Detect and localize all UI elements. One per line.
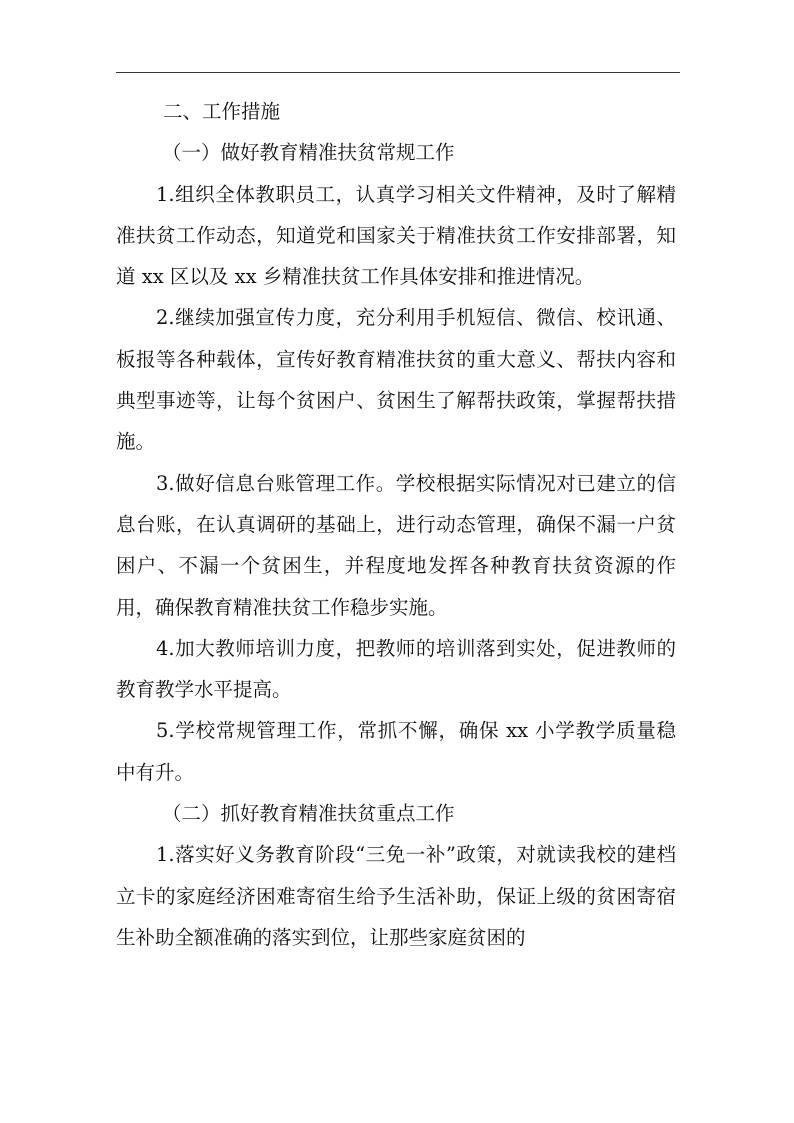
document-body [116,91,676,958]
paragraph-1-3: 3.做好信息台账管理工作。学校根据实际情况对已建立的信息台账，在认真调研的基础上，进行动态管理，确保不漏一户贫困户、不漏一个贫困生，并程度地发挥各种教育扶贫资源的作用，确保教育精准扶贫工作稳步实施。 [116,471,676,619]
paragraph-1-1: 1.组织全体教职员工，认真学习相关文件精神，及时了解精准扶贫工作动态，知道党和国家关于精准扶贫工作安排部署，知道 xx 区以及 xx 乡精准扶贫工作具体安排和推进情况。 [116,182,676,289]
paragraph-2-1: 1.落实好义务教育阶段“三免一补”政策，对就读我校的建档立卡的家庭经济困难寄宿生给予生活补助，保证上级的贫困寄宿生补助全额准确的落实到位，让那些家庭贫困的 [116,843,676,949]
paragraph-1-5: 5.学校常规管理工作，常抓不懈，确保 xx 小学教学质量稳中有升。 [116,719,676,784]
subsection-title-2: （二）抓好教育精准扶贫重点工作 [162,802,455,826]
paragraph-1-2: 2.继续加强宣传力度，充分利用手机短信、微信、校讯通、板报等各种载体，宣传好教育精准扶贫的重大意义、帮扶内容和典型事迹等，让每个贫困户、贫困生了解帮扶政策，掌握帮扶措施。 [116,306,676,454]
header-rule [116,72,680,73]
section-heading: 二、工作措施 [163,100,281,123]
subsection-title-1: （一）做好教育精准扶贫常规工作 [162,141,455,165]
paragraph-1-4: 4.加大教师培训力度，把教师的培训落到实处，促进教师的教育教学水平提高。 [116,636,676,702]
